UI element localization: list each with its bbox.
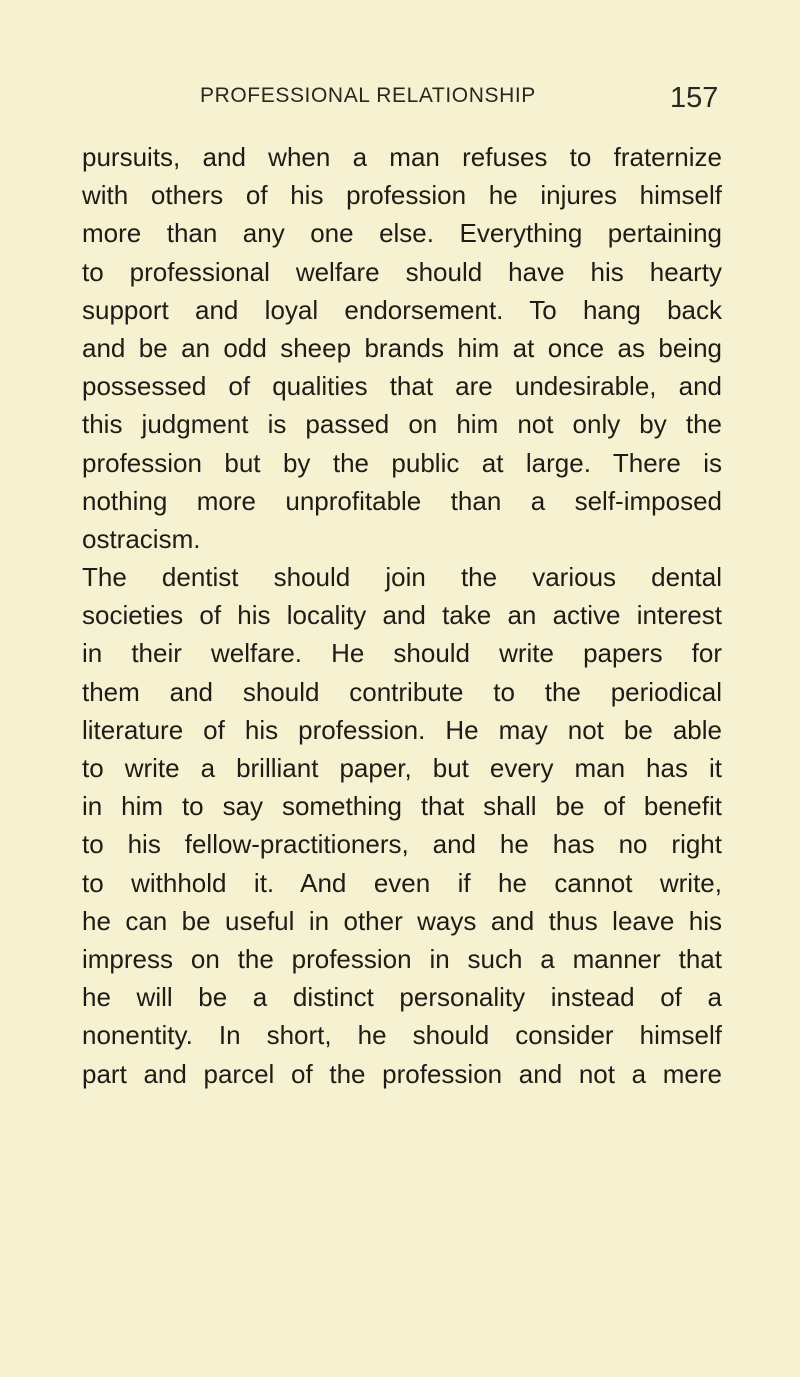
body-text: [82, 138, 722, 1093]
text-line: to his fellow-practitioners, and he has no right: [82, 829, 722, 860]
text-line: this judgment is passed on him not only by the: [82, 409, 722, 440]
text-line: The dentist should join the various dental: [82, 562, 722, 593]
text-line: with others of his profession he injures himself: [82, 180, 722, 211]
text-line: part and parcel of the profession and not a mere: [82, 1058, 722, 1089]
text-line: he can be useful in other ways and thus leave his: [82, 905, 722, 936]
text-line: societies of his locality and take an active interest: [82, 600, 722, 631]
text-line: profession but by the public at large. There is: [82, 447, 722, 478]
text-line: support and loyal endorsement. To hang back: [82, 294, 722, 325]
page-number: 157: [670, 82, 719, 114]
text-line: and be an odd sheep brands him at once as being: [82, 332, 722, 363]
running-head: PROFESSIONAL RELATIONSHIP: [200, 84, 536, 107]
text-line: nonentity. In short, he should consider himself: [82, 1020, 722, 1051]
text-line: to professional welfare should have his hearty: [82, 256, 722, 287]
text-line: possessed of qualities that are undesirable, and: [82, 371, 722, 402]
text-line: in him to say something that shall be of benefit: [82, 791, 722, 822]
text-line: in their welfare. He should write papers for: [82, 638, 722, 669]
text-line: pursuits, and when a man refuses to fraternize: [82, 142, 722, 172]
text-line: more than any one else. Everything pertaining: [82, 218, 722, 249]
text-line: impress on the profession in such a manner that: [82, 943, 722, 974]
text-line: them and should contribute to the periodical: [82, 676, 722, 707]
text-line: ostracism.: [82, 523, 201, 554]
text-line: literature of his profession. He may not be able: [82, 714, 722, 745]
text-line: he will be a distinct personality instead of a: [82, 982, 722, 1013]
text-line: to write a brilliant paper, but every man has it: [82, 753, 722, 783]
text-line: to withhold it. And even if he cannot write,: [82, 867, 722, 898]
text-line: nothing more unprofitable than a self-imposed: [82, 485, 722, 516]
